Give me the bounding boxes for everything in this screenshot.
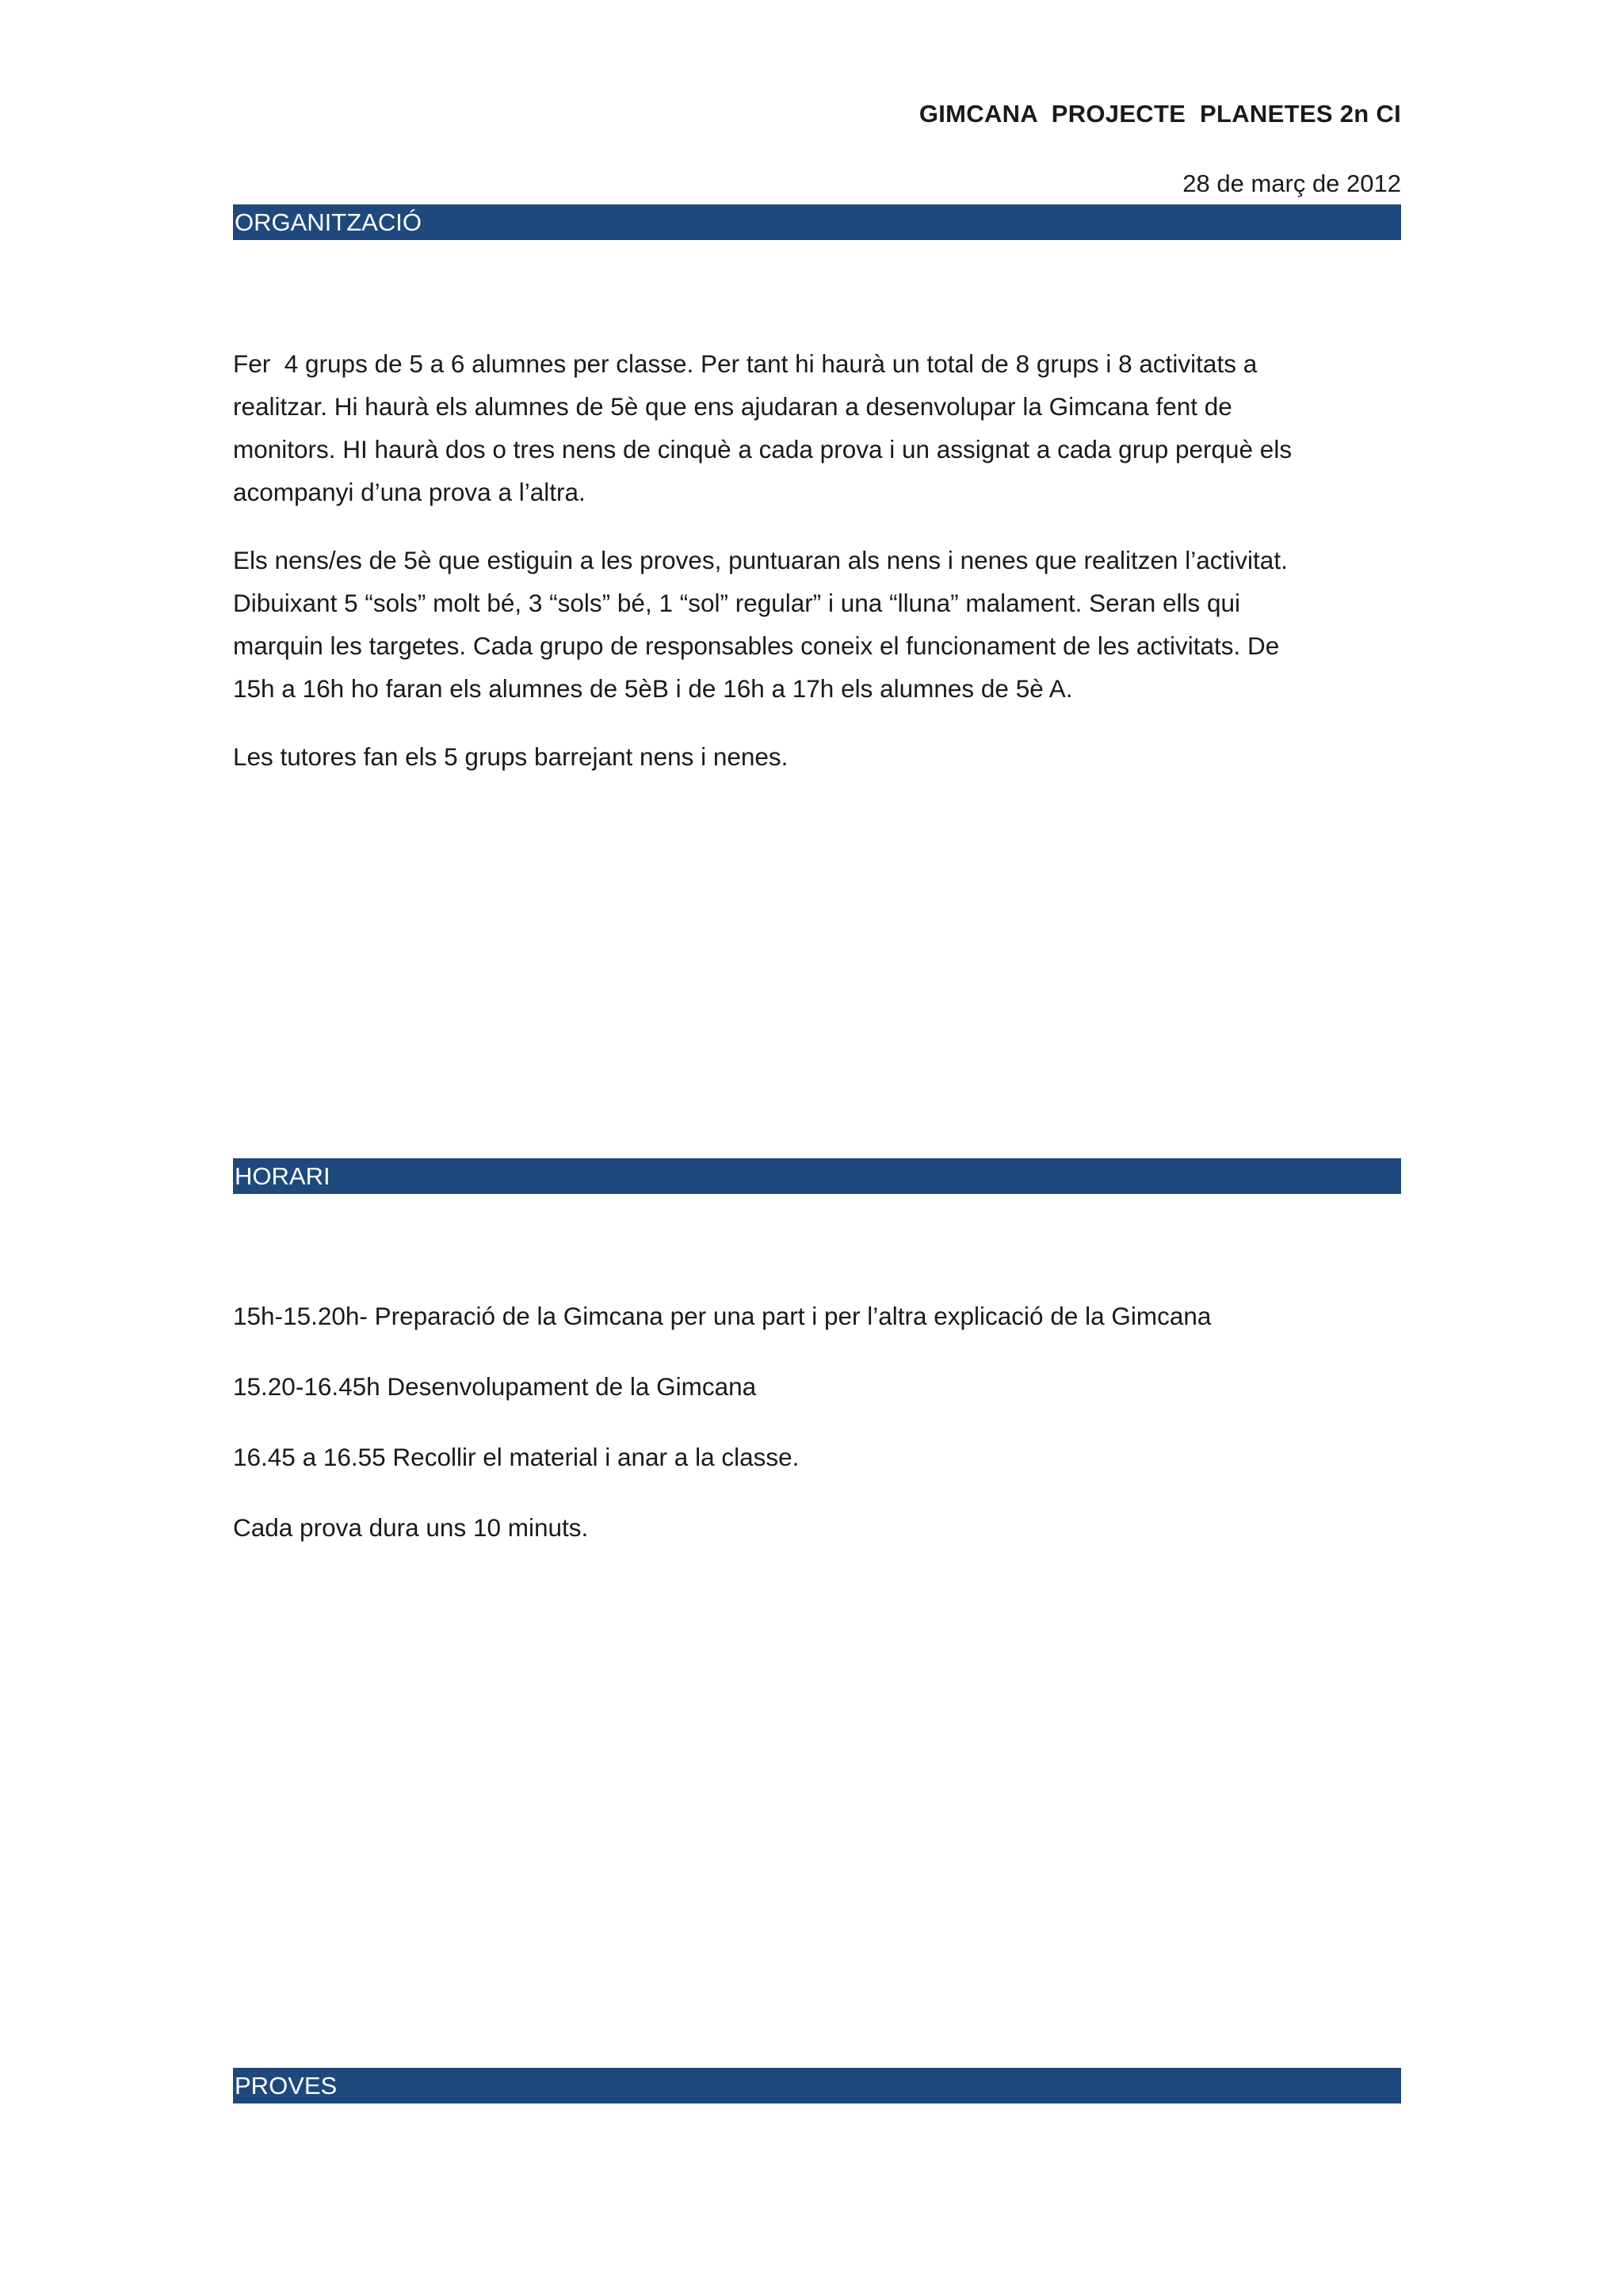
paragraph-line: Les tutores fan els 5 grups barrejant nens i nenes.	[233, 742, 789, 771]
document-date: 28 de març de 2012	[1182, 170, 1401, 197]
paragraph-line: 15h a 16h ho faran els alumnes de 5èB i de 16h a 17h els alumnes de 5è A.	[233, 674, 1073, 703]
paragraph-line: Els nens/es de 5è que estiguin a les proves, puntuaran als nens i nenes que realitzen l’activitat.	[233, 546, 1288, 574]
horari-item-2: 15.20-16.45h Desenvolupament de la Gimcana	[233, 1372, 757, 1401]
organitzacio-paragraph-2	[233, 539, 1406, 710]
horari-item-4: Cada prova dura uns 10 minuts.	[233, 1513, 589, 1542]
paragraph-line: acompanyi d’una prova a l’altra.	[233, 478, 586, 506]
horari-item-3: 16.45 a 16.55 Recollir el material i anar a la classe.	[233, 1443, 800, 1471]
paragraph-line: realitzar. Hi haurà els alumnes de 5è que ens ajudaran a desenvolupar la Gimcana fent de	[233, 392, 1232, 421]
paragraph-line: monitors. HI haurà dos o tres nens de cinquè a cada prova i un assignat a cada grup perquè els	[233, 435, 1293, 463]
section-heading-horari: HORARI	[233, 1158, 1401, 1194]
organitzacio-paragraph-3	[233, 735, 1406, 778]
section-heading-proves: PROVES	[233, 2068, 1401, 2103]
paragraph-line: Dibuixant 5 “sols” molt bé, 3 “sols” bé, 1 “sol” regular” i una “lluna” malament. Seran ells qui	[233, 589, 1241, 617]
horari-item-1: 15h-15.20h- Preparació de la Gimcana per una part i per l’altra explicació de la Gimcana	[233, 1302, 1212, 1330]
paragraph-line: Fer 4 grups de 5 a 6 alumnes per classe. Per tant hi haurà un total de 8 grups i 8 activitats a	[233, 349, 1258, 378]
paragraph-line: marquin les targetes. Cada grupo de responsables coneix el funcionament de les activitats. De	[233, 631, 1280, 660]
organitzacio-paragraph-1	[233, 342, 1406, 513]
document-title: GIMCANA PROJECTE PLANETES 2n CI	[918, 100, 1401, 128]
section-heading-organitzacio: ORGANITZACIÓ	[233, 204, 1401, 240]
